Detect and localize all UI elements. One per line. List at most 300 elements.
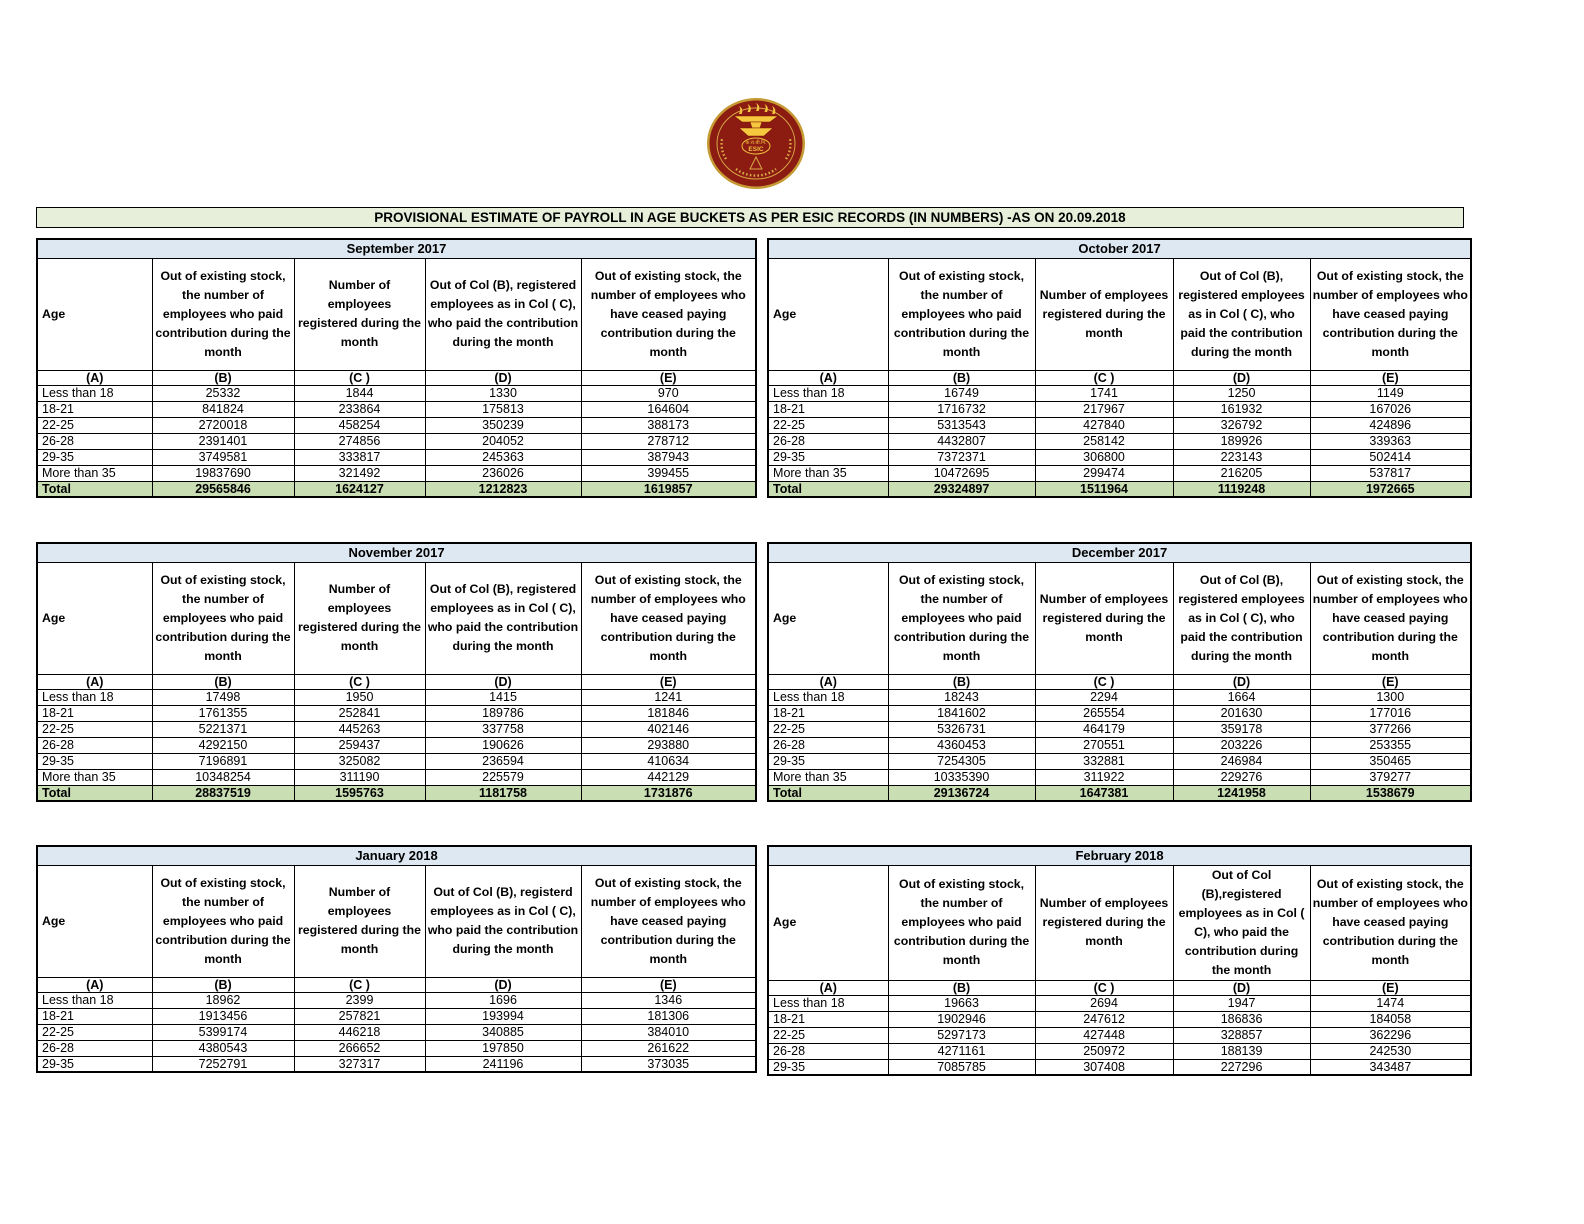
column-header: Out of Col (B),registered employees as in Col ( C), who paid the contribution during the month: [1173, 865, 1310, 980]
value-cell: 307408: [1035, 1059, 1173, 1075]
total-value-cell: 1647381: [1035, 785, 1173, 801]
column-header: Out of existing stock, the number of employees who have ceased paying contribution during the month: [581, 258, 756, 370]
value-cell: 175813: [425, 401, 581, 417]
age-bucket-cell: 18-21: [768, 705, 888, 721]
age-column-header: Age: [768, 258, 888, 370]
table-row: [37, 465, 756, 481]
value-cell: 388173: [581, 417, 756, 433]
esic-logo: [706, 97, 806, 190]
age-bucket-cell: 29-35: [37, 1056, 152, 1072]
value-cell: 1346: [581, 992, 756, 1008]
column-header: Out of existing stock, the number of employees who have ceased paying contribution during the month: [1310, 562, 1471, 674]
esic-emblem-icon: [706, 97, 806, 190]
column-letter: (E): [581, 977, 756, 992]
total-label: Total: [768, 481, 888, 497]
column-letter: (E): [1310, 370, 1471, 385]
value-cell: 841824: [152, 401, 294, 417]
month-title: February 2018: [768, 846, 1471, 865]
age-bucket-cell: 26-28: [768, 433, 888, 449]
total-value-cell: 1731876: [581, 785, 756, 801]
value-cell: 259437: [294, 737, 425, 753]
value-cell: 10335390: [888, 769, 1035, 785]
column-header: Out of existing stock, the number of employees who have ceased paying contribution during the month: [581, 562, 756, 674]
month-title: November 2017: [37, 543, 756, 562]
column-header: Number of employees registered during the month: [1035, 562, 1173, 674]
value-cell: 161932: [1173, 401, 1310, 417]
table-row: [37, 689, 756, 705]
total-value-cell: 1212823: [425, 481, 581, 497]
value-cell: 387943: [581, 449, 756, 465]
value-cell: 1844: [294, 385, 425, 401]
value-cell: 1950: [294, 689, 425, 705]
value-cell: 1330: [425, 385, 581, 401]
value-cell: 19663: [888, 995, 1035, 1011]
column-letter: (A): [37, 977, 152, 992]
age-bucket-cell: Less than 18: [768, 689, 888, 705]
tables-row-2: [36, 542, 1472, 802]
month-title: December 2017: [768, 543, 1471, 562]
column-header: Number of employees registered during the month: [294, 562, 425, 674]
value-cell: 247612: [1035, 1011, 1173, 1027]
age-bucket-cell: 22-25: [768, 417, 888, 433]
age-bucket-cell: 29-35: [37, 753, 152, 769]
age-bucket-cell: Less than 18: [37, 992, 152, 1008]
value-cell: 5326731: [888, 721, 1035, 737]
value-cell: 2294: [1035, 689, 1173, 705]
value-cell: 402146: [581, 721, 756, 737]
value-cell: 379277: [1310, 769, 1471, 785]
value-cell: 340885: [425, 1024, 581, 1040]
column-letter: (E): [581, 370, 756, 385]
svg-text:ESIC: ESIC: [748, 146, 764, 153]
column-header: Out of existing stock, the number of employees who paid contribution during the month: [888, 258, 1035, 370]
total-value-cell: 1619857: [581, 481, 756, 497]
payroll-table-december-2017: [767, 542, 1472, 802]
column-header: Out of Col (B), registered employees as in Col ( C), who paid the contribution during the month: [425, 258, 581, 370]
tables-row-3: [36, 845, 1472, 1076]
age-column-header: Age: [37, 258, 152, 370]
table-row: [37, 1056, 756, 1072]
month-header-row: [768, 846, 1471, 865]
total-value-cell: 1181758: [425, 785, 581, 801]
table-row: [37, 401, 756, 417]
column-letter: (C ): [294, 977, 425, 992]
value-cell: 458254: [294, 417, 425, 433]
month-header-row: [37, 846, 756, 865]
value-cell: 223143: [1173, 449, 1310, 465]
age-bucket-cell: More than 35: [37, 769, 152, 785]
value-cell: 2391401: [152, 433, 294, 449]
value-cell: 1716732: [888, 401, 1035, 417]
value-cell: 265554: [1035, 705, 1173, 721]
column-header: Out of existing stock, the number of employees who have ceased paying contribution during the month: [1310, 865, 1471, 980]
value-cell: 18243: [888, 689, 1035, 705]
total-value-cell: 1624127: [294, 481, 425, 497]
value-cell: 261622: [581, 1040, 756, 1056]
value-cell: 227296: [1173, 1059, 1310, 1075]
age-bucket-cell: Less than 18: [37, 385, 152, 401]
column-header-row: [768, 562, 1471, 674]
month-title: October 2017: [768, 239, 1471, 258]
value-cell: 343487: [1310, 1059, 1471, 1075]
value-cell: 4292150: [152, 737, 294, 753]
total-value-cell: 28837519: [152, 785, 294, 801]
table-row: [768, 721, 1471, 737]
value-cell: 25332: [152, 385, 294, 401]
total-value-cell: 1972665: [1310, 481, 1471, 497]
value-cell: 188139: [1173, 1043, 1310, 1059]
value-cell: 270551: [1035, 737, 1173, 753]
value-cell: 339363: [1310, 433, 1471, 449]
column-letter-row: [37, 674, 756, 689]
total-row: [37, 785, 756, 801]
total-value-cell: 29324897: [888, 481, 1035, 497]
age-bucket-cell: 22-25: [768, 721, 888, 737]
value-cell: 5221371: [152, 721, 294, 737]
table-row: [768, 385, 1471, 401]
column-letter: (A): [37, 370, 152, 385]
value-cell: 464179: [1035, 721, 1173, 737]
age-bucket-cell: 18-21: [768, 401, 888, 417]
value-cell: 236026: [425, 465, 581, 481]
value-cell: 328857: [1173, 1027, 1310, 1043]
value-cell: 1902946: [888, 1011, 1035, 1027]
value-cell: 181846: [581, 705, 756, 721]
value-cell: 427840: [1035, 417, 1173, 433]
table-row: [37, 992, 756, 1008]
value-cell: 350465: [1310, 753, 1471, 769]
value-cell: 299474: [1035, 465, 1173, 481]
value-cell: 16749: [888, 385, 1035, 401]
column-header: Out of existing stock, the number of employees who paid contribution during the month: [152, 865, 294, 977]
value-cell: 233864: [294, 401, 425, 417]
value-cell: 332881: [1035, 753, 1173, 769]
column-letter-row: [37, 977, 756, 992]
table-row: [768, 449, 1471, 465]
total-value-cell: 1538679: [1310, 785, 1471, 801]
total-value-cell: 1241958: [1173, 785, 1310, 801]
value-cell: 266652: [294, 1040, 425, 1056]
payroll-table-november-2017: [36, 542, 757, 802]
table-row: [768, 995, 1471, 1011]
age-bucket-cell: Less than 18: [37, 689, 152, 705]
value-cell: 4432807: [888, 433, 1035, 449]
table-row: [37, 1024, 756, 1040]
column-letter: (C ): [1035, 980, 1173, 995]
age-bucket-cell: 18-21: [37, 1008, 152, 1024]
value-cell: 1149: [1310, 385, 1471, 401]
value-cell: 1474: [1310, 995, 1471, 1011]
age-bucket-cell: 29-35: [768, 753, 888, 769]
value-cell: 1415: [425, 689, 581, 705]
column-header: Out of existing stock, the number of employees who paid contribution during the month: [888, 562, 1035, 674]
column-header: Number of employees registered during the month: [294, 865, 425, 977]
table-row: [768, 1027, 1471, 1043]
value-cell: 399455: [581, 465, 756, 481]
value-cell: 246984: [1173, 753, 1310, 769]
value-cell: 181306: [581, 1008, 756, 1024]
value-cell: 245363: [425, 449, 581, 465]
value-cell: 424896: [1310, 417, 1471, 433]
value-cell: 5399174: [152, 1024, 294, 1040]
column-letter: (E): [1310, 980, 1471, 995]
column-header: Out of existing stock, the number of employees who paid contribution during the month: [152, 562, 294, 674]
column-header: Out of existing stock, the number of employees who paid contribution during the month: [152, 258, 294, 370]
table-row: [37, 385, 756, 401]
value-cell: 446218: [294, 1024, 425, 1040]
page-title: PROVISIONAL ESTIMATE OF PAYROLL IN AGE BUCKETS AS PER ESIC RECORDS (IN NUMBERS) -AS ON 20.09.2018: [36, 207, 1464, 228]
table-row: [768, 401, 1471, 417]
month-header-row: [768, 239, 1471, 258]
age-bucket-cell: 18-21: [37, 401, 152, 417]
column-header: Out of Col (B), registerd employees as in Col ( C), who paid the contribution during the month: [425, 865, 581, 977]
value-cell: 2720018: [152, 417, 294, 433]
total-label: Total: [37, 481, 152, 497]
value-cell: 241196: [425, 1056, 581, 1072]
payroll-table-february-2018: [767, 845, 1472, 1076]
month-header-row: [37, 239, 756, 258]
column-letter: (B): [888, 370, 1035, 385]
column-header-row: [37, 562, 756, 674]
value-cell: 1241: [581, 689, 756, 705]
value-cell: 4271161: [888, 1043, 1035, 1059]
column-letter: (C ): [1035, 674, 1173, 689]
column-letter: (E): [1310, 674, 1471, 689]
value-cell: 225579: [425, 769, 581, 785]
value-cell: 242530: [1310, 1043, 1471, 1059]
value-cell: 5313543: [888, 417, 1035, 433]
value-cell: 184058: [1310, 1011, 1471, 1027]
column-letter: (B): [888, 674, 1035, 689]
value-cell: 1761355: [152, 705, 294, 721]
column-letter-row: [768, 674, 1471, 689]
age-column-header: Age: [37, 865, 152, 977]
column-header-row: [768, 258, 1471, 370]
table-row: [768, 433, 1471, 449]
value-cell: 4380543: [152, 1040, 294, 1056]
value-cell: 204052: [425, 433, 581, 449]
column-letter: (D): [1173, 370, 1310, 385]
value-cell: 311190: [294, 769, 425, 785]
value-cell: 10472695: [888, 465, 1035, 481]
total-value-cell: 1119248: [1173, 481, 1310, 497]
value-cell: 410634: [581, 753, 756, 769]
age-bucket-cell: 29-35: [768, 1059, 888, 1075]
value-cell: 7254305: [888, 753, 1035, 769]
value-cell: 3749581: [152, 449, 294, 465]
value-cell: 203226: [1173, 737, 1310, 753]
value-cell: 1300: [1310, 689, 1471, 705]
value-cell: 258142: [1035, 433, 1173, 449]
table-row: [768, 705, 1471, 721]
value-cell: 252841: [294, 705, 425, 721]
column-header: Number of employees registered during the month: [294, 258, 425, 370]
value-cell: 321492: [294, 465, 425, 481]
value-cell: 197850: [425, 1040, 581, 1056]
table-row: [37, 769, 756, 785]
age-bucket-cell: More than 35: [37, 465, 152, 481]
age-bucket-cell: 26-28: [768, 737, 888, 753]
value-cell: 306800: [1035, 449, 1173, 465]
value-cell: 427448: [1035, 1027, 1173, 1043]
value-cell: 359178: [1173, 721, 1310, 737]
age-bucket-cell: 26-28: [37, 737, 152, 753]
age-column-header: Age: [768, 562, 888, 674]
value-cell: 17498: [152, 689, 294, 705]
table-row: [37, 753, 756, 769]
table-row: [768, 1043, 1471, 1059]
value-cell: 167026: [1310, 401, 1471, 417]
table-row: [768, 1011, 1471, 1027]
value-cell: 250972: [1035, 1043, 1173, 1059]
column-letter: (D): [425, 370, 581, 385]
table-row: [768, 737, 1471, 753]
value-cell: 1664: [1173, 689, 1310, 705]
age-bucket-cell: 22-25: [37, 721, 152, 737]
value-cell: 189926: [1173, 433, 1310, 449]
column-letter-row: [768, 980, 1471, 995]
table-row: [768, 417, 1471, 433]
column-letter: (B): [888, 980, 1035, 995]
value-cell: 327317: [294, 1056, 425, 1072]
value-cell: 10348254: [152, 769, 294, 785]
column-letter: (D): [425, 674, 581, 689]
value-cell: 445263: [294, 721, 425, 737]
value-cell: 274856: [294, 433, 425, 449]
table-row: [37, 449, 756, 465]
column-letter: (D): [1173, 674, 1310, 689]
age-bucket-cell: Less than 18: [768, 995, 888, 1011]
column-letter: (D): [425, 977, 581, 992]
age-bucket-cell: More than 35: [768, 769, 888, 785]
value-cell: 229276: [1173, 769, 1310, 785]
total-value-cell: 1511964: [1035, 481, 1173, 497]
column-header: Out of Col (B), registered employees as in Col ( C), who paid the contribution during the month: [1173, 258, 1310, 370]
value-cell: 377266: [1310, 721, 1471, 737]
value-cell: 257821: [294, 1008, 425, 1024]
value-cell: 1250: [1173, 385, 1310, 401]
age-bucket-cell: More than 35: [768, 465, 888, 481]
payroll-table-october-2017: [767, 238, 1472, 498]
value-cell: 253355: [1310, 737, 1471, 753]
value-cell: 193994: [425, 1008, 581, 1024]
value-cell: 5297173: [888, 1027, 1035, 1043]
tables-row-1: [36, 238, 1472, 498]
value-cell: 537817: [1310, 465, 1471, 481]
table-row: [37, 1040, 756, 1056]
value-cell: 326792: [1173, 417, 1310, 433]
value-cell: 186836: [1173, 1011, 1310, 1027]
age-bucket-cell: 22-25: [37, 1024, 152, 1040]
svg-text:क.रा.बी.नि.: क.रा.बी.नि.: [745, 140, 767, 146]
column-letter: (B): [152, 674, 294, 689]
column-letter: (C ): [294, 370, 425, 385]
age-bucket-cell: 26-28: [37, 1040, 152, 1056]
column-header: Number of employees registered during the month: [1035, 258, 1173, 370]
value-cell: 18962: [152, 992, 294, 1008]
value-cell: 4360453: [888, 737, 1035, 753]
table-row: [37, 417, 756, 433]
value-cell: 1913456: [152, 1008, 294, 1024]
value-cell: 1947: [1173, 995, 1310, 1011]
age-bucket-cell: 26-28: [768, 1043, 888, 1059]
month-header-row: [768, 543, 1471, 562]
total-label: Total: [37, 785, 152, 801]
column-header: Out of Col (B), registered employees as in Col ( C), who paid the contribution during the month: [425, 562, 581, 674]
value-cell: 350239: [425, 417, 581, 433]
value-cell: 442129: [581, 769, 756, 785]
value-cell: 1841602: [888, 705, 1035, 721]
value-cell: 7252791: [152, 1056, 294, 1072]
table-row: [37, 705, 756, 721]
column-letter: (A): [768, 370, 888, 385]
column-header: Out of Col (B), registered employees as in Col ( C), who paid the contribution during the month: [1173, 562, 1310, 674]
value-cell: 333817: [294, 449, 425, 465]
value-cell: 2694: [1035, 995, 1173, 1011]
table-row: [768, 465, 1471, 481]
table-row: [37, 721, 756, 737]
value-cell: 373035: [581, 1056, 756, 1072]
age-bucket-cell: 22-25: [768, 1027, 888, 1043]
payroll-table-september-2017: [36, 238, 757, 498]
value-cell: 201630: [1173, 705, 1310, 721]
month-title: January 2018: [37, 846, 756, 865]
total-label: Total: [768, 785, 888, 801]
month-title: September 2017: [37, 239, 756, 258]
age-bucket-cell: 18-21: [37, 705, 152, 721]
total-value-cell: 1595763: [294, 785, 425, 801]
value-cell: 177016: [1310, 705, 1471, 721]
value-cell: 278712: [581, 433, 756, 449]
value-cell: 216205: [1173, 465, 1310, 481]
value-cell: 190626: [425, 737, 581, 753]
value-cell: 236594: [425, 753, 581, 769]
payroll-table-january-2018: [36, 845, 757, 1073]
table-row: [37, 433, 756, 449]
value-cell: 2399: [294, 992, 425, 1008]
table-row: [37, 1008, 756, 1024]
age-bucket-cell: 22-25: [37, 417, 152, 433]
column-letter-row: [37, 370, 756, 385]
column-letter: (B): [152, 977, 294, 992]
age-bucket-cell: 26-28: [37, 433, 152, 449]
age-bucket-cell: Less than 18: [768, 385, 888, 401]
column-letter: (C ): [294, 674, 425, 689]
value-cell: 164604: [581, 401, 756, 417]
value-cell: 1696: [425, 992, 581, 1008]
total-row: [768, 785, 1471, 801]
value-cell: 502414: [1310, 449, 1471, 465]
value-cell: 337758: [425, 721, 581, 737]
value-cell: 325082: [294, 753, 425, 769]
value-cell: 384010: [581, 1024, 756, 1040]
total-value-cell: 29565846: [152, 481, 294, 497]
table-row: [37, 737, 756, 753]
table-row: [768, 769, 1471, 785]
age-column-header: Age: [768, 865, 888, 980]
column-letter: (E): [581, 674, 756, 689]
table-row: [768, 1059, 1471, 1075]
value-cell: 189786: [425, 705, 581, 721]
column-header: Out of existing stock, the number of employees who have ceased paying contribution during the month: [1310, 258, 1471, 370]
total-value-cell: 29136724: [888, 785, 1035, 801]
table-row: [768, 689, 1471, 705]
column-letter-row: [768, 370, 1471, 385]
value-cell: 7372371: [888, 449, 1035, 465]
age-bucket-cell: 29-35: [768, 449, 888, 465]
value-cell: 970: [581, 385, 756, 401]
total-row: [37, 481, 756, 497]
